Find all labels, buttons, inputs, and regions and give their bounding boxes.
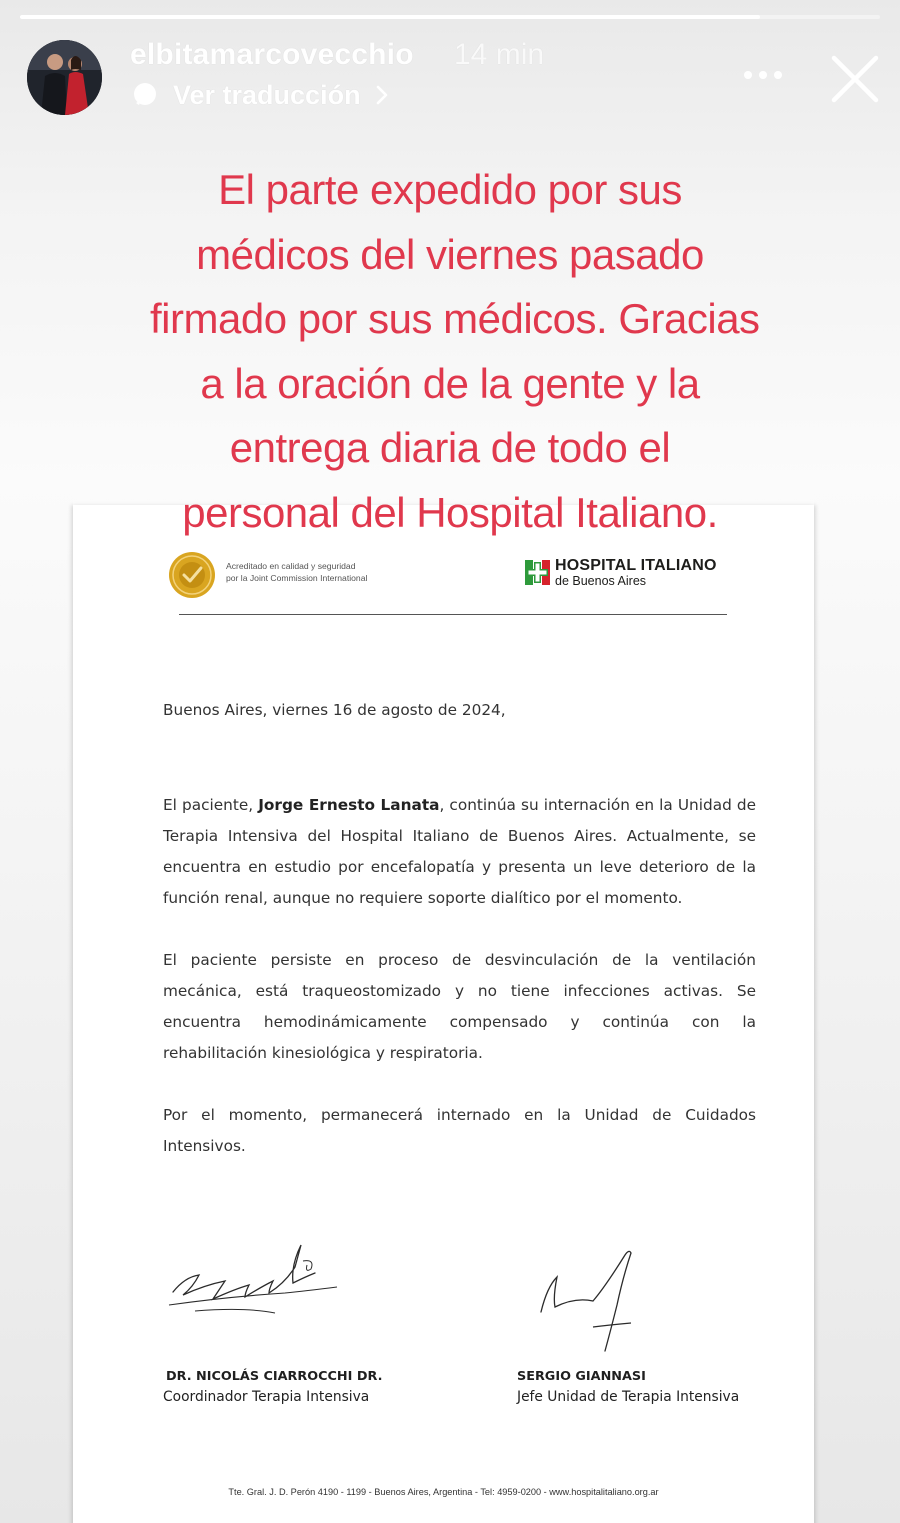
paragraph-line: encuentra en estudio por encefalopatía y presenta un leve deterioro de la [163, 858, 756, 876]
paragraph-text: , continúa su internación en la Unidad de [439, 796, 756, 814]
story-progress-fill [20, 15, 760, 19]
caption-line: médicos del viernes pasado [196, 230, 704, 278]
story-caption [150, 158, 760, 545]
story-progress-bar [20, 15, 880, 19]
caption-line: El parte expedido por sus [218, 166, 682, 213]
paragraph-line: encuentra hemodinámicamente compensado y continúa con la [163, 1013, 756, 1031]
story-timestamp: 14 min [454, 38, 545, 71]
signer-1-role: Coordinador Terapia Intensiva [163, 1389, 370, 1405]
paragraph-line: rehabilitación kinesiológica y respiratoria. [163, 1044, 483, 1062]
paragraph-line: Terapia Intensiva del Hospital Italiano de Buenos Aires. Actualmente, se [163, 827, 756, 845]
hospital-name: HOSPITAL ITALIANO [555, 557, 717, 574]
close-icon [830, 54, 880, 104]
signature-ciarrocchi-icon [165, 1237, 345, 1317]
paragraph-line: mecánica, está traqueostomizado y no tiene infecciones activas. Se [163, 982, 756, 1000]
hospital-subtitle: de Buenos Aires [555, 574, 647, 588]
paragraph-text: El paciente, [163, 796, 254, 814]
medical-report-document [73, 505, 814, 1523]
avatar[interactable] [27, 40, 102, 115]
more-options-button[interactable] [738, 58, 788, 92]
paragraph-line: Intensivos. [163, 1137, 246, 1155]
paragraph-line: El paciente persiste en proceso de desvinculación de la ventilación [163, 951, 756, 969]
document-date: Buenos Aires, viernes 16 de agosto de 2024, [163, 701, 506, 719]
signer-1-name: DR. NICOLÁS CIARROCCHI DR. [166, 1369, 383, 1384]
accreditation-line-2: por la Joint Commission International [226, 573, 368, 583]
patient-name: Jorge Ernesto Lanata [258, 796, 440, 814]
paragraph-line: Por el momento, permanecerá internado en la Unidad de Cuidados [163, 1106, 756, 1124]
caption-line: personal del Hospital Italiano. [182, 488, 718, 536]
close-story-button[interactable] [826, 50, 884, 108]
document-footer: Tte. Gral. J. D. Perón 4190 - 1199 - Buenos Aires, Argentina - Tel: 4959-0200 - www.hospitalitaliano.org.ar [228, 1487, 659, 1497]
paragraph-ventilation [163, 945, 756, 1069]
translate-bubble-icon [131, 81, 159, 109]
signer-2-name: SERGIO GIANNASI [517, 1369, 646, 1384]
paragraph-patient-status [163, 790, 756, 914]
more-horizontal-icon [743, 70, 783, 80]
jci-seal-icon [168, 551, 216, 599]
story-username[interactable]: elbitamarcovecchio [130, 38, 414, 71]
paragraph-line [163, 790, 756, 821]
accreditation-text [226, 560, 367, 584]
signer-2-role: Jefe Unidad de Terapia Intensiva [517, 1389, 740, 1405]
see-translation-link[interactable] [131, 79, 389, 111]
caption-line: firmado por sus médicos. Gracias [150, 295, 760, 342]
accreditation-line-1: Acreditado en calidad y seguridad [226, 561, 356, 571]
see-translation-label: Ver traducción [173, 79, 361, 110]
paragraph-icu [163, 1100, 756, 1162]
caption-line: entrega diaria de todo el [229, 424, 671, 471]
chevron-right-icon [375, 84, 389, 106]
signature-giannasi-icon [535, 1247, 645, 1357]
caption-line: a la oración de la gente y la [200, 359, 700, 407]
hospital-cross-logo-icon [525, 560, 550, 585]
avatar-photo-icon [27, 40, 102, 115]
paragraph-line: función renal, aunque no requiere soporte dialítico por el momento. [163, 889, 683, 907]
header-divider [179, 614, 727, 615]
